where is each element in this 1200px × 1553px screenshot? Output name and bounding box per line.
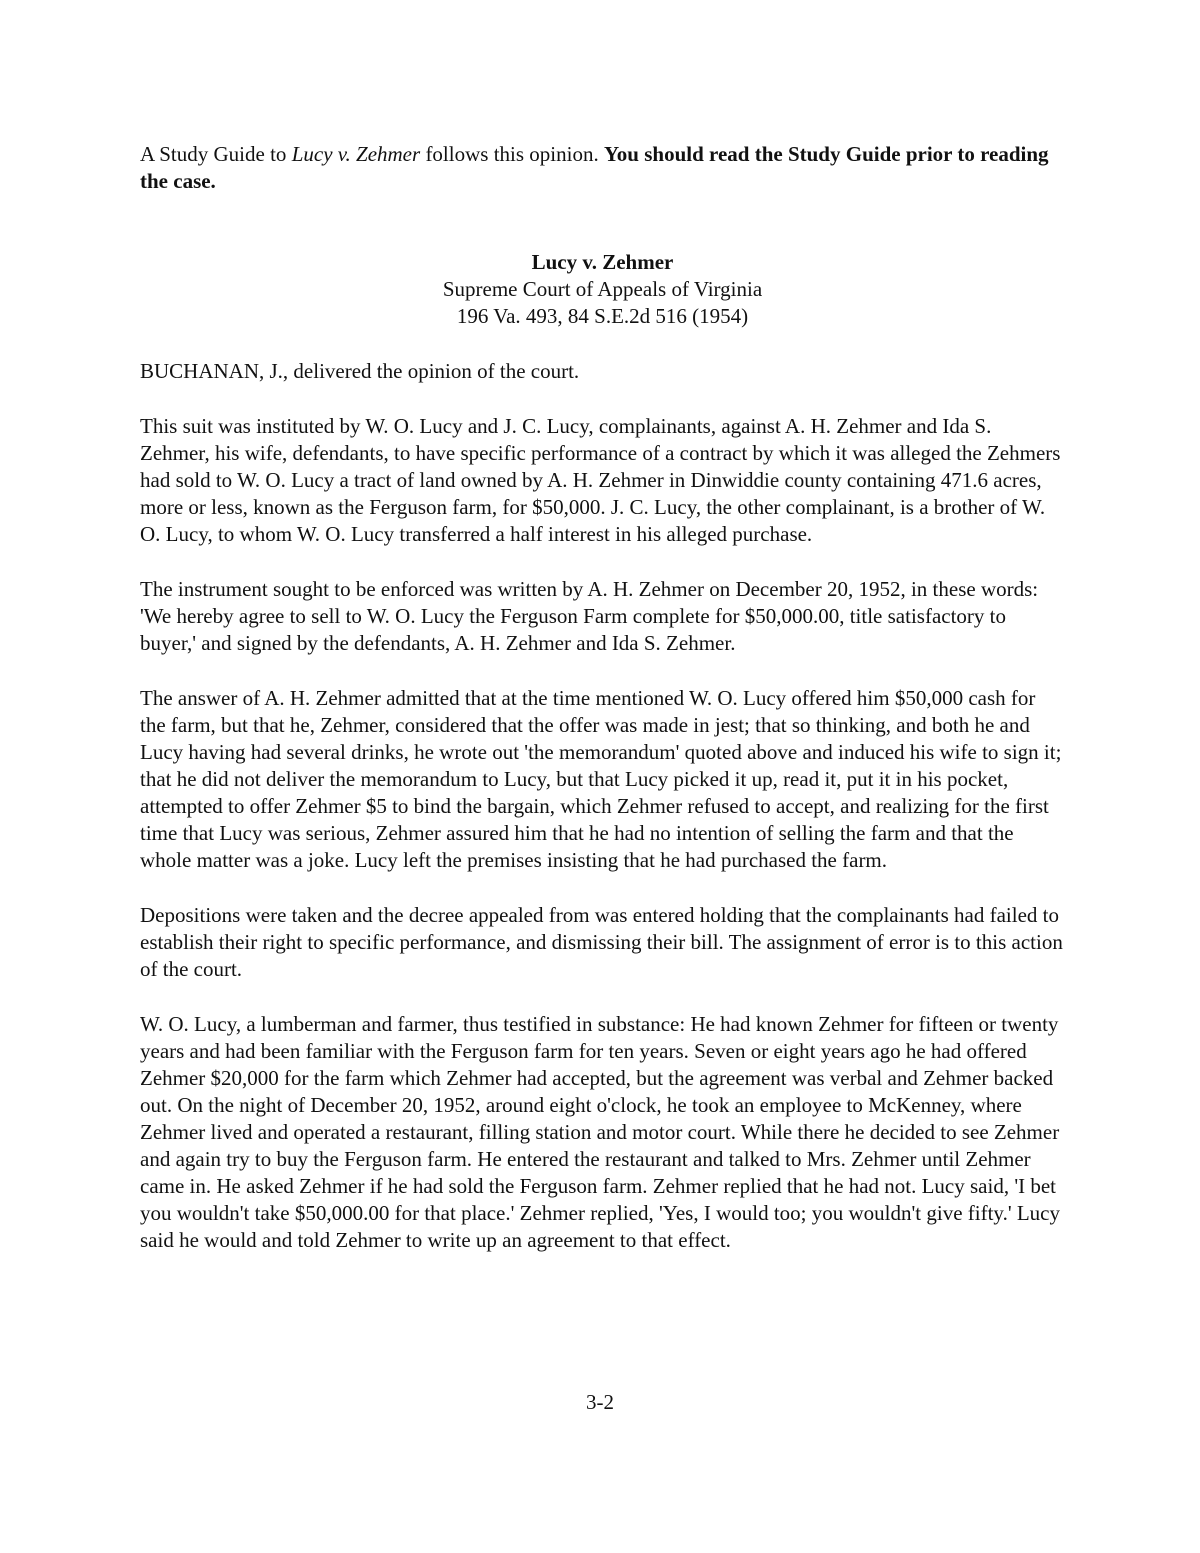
intro-text: A Study Guide to — [140, 142, 292, 166]
paragraph: The answer of A. H. Zehmer admitted that at the time mentioned W. O. Lucy offered him $50,000 cash for the farm, but that he, Zehmer, considered that the offer was made in jest; that so thinking, and both he and Lucy having had several drinks, he wrote out 'the memorandum' quoted above and induced his wife to sign it; that he did not deliver the memorandum to Lucy, but that Lucy picked it up, read it, put it in his pocket, attempted to offer Zehmer $5 to bind the bargain, which Zehmer refused to accept, and realizing for the first time that Lucy was serious, Zehmer assured him that he had no intention of selling the farm and that the whole matter was a joke. Lucy left the premises insisting that he had purchased the farm. — [140, 686, 1062, 872]
intro-case-name: Lucy v. Zehmer — [291, 142, 421, 166]
opinion-byline: BUCHANAN, J., delivered the opinion of the court. — [140, 359, 580, 383]
study-guide-note — [140, 141, 1065, 195]
case-title: Lucy v. Zehmer — [531, 250, 674, 274]
intro-instruction: You should read the Study Guide prior to reading the case. — [140, 142, 1049, 193]
page-number: 3-2 — [586, 1390, 614, 1414]
court-name: Supreme Court of Appeals of Virginia — [442, 277, 763, 301]
paragraph: This suit was instituted by W. O. Lucy and J. C. Lucy, complainants, against A. H. Zehmer and Ida S. Zehmer, his wife, defendants, to have specific performance of a contract by which it was alleged the Zehmers had sold to W. O. Lucy a tract of land owned by A. H. Zehmer in Dinwiddie county containing 471.6 acres, more or less, known as the Ferguson farm, for $50,000. J. C. Lucy, the other complainant, is a brother of W. O. Lucy, to whom W. O. Lucy transferred a half interest in his alleged purchase. — [140, 414, 1061, 546]
paragraph: W. O. Lucy, a lumberman and farmer, thus testified in substance: He had known Zehmer for fifteen or twenty years and had been familiar with the Ferguson farm for ten years. Seven or eight years ago he had offered Zehmer $20,000 for the farm which Zehmer had accepted, but the agreement was verbal and Zehmer backed out. On the night of December 20, 1952, around eight o'clock, he took an employee to McKenney, where Zehmer lived and operated a restaurant, filling station and motor court. While there he decided to see Zehmer and again try to buy the Ferguson farm. He entered the restaurant and talked to Mrs. Zehmer until Zehmer came in. He asked Zehmer if he had sold the Ferguson farm. Zehmer replied that he had not. Lucy said, 'I bet you wouldn't take $50,000.00 for that place.' Zehmer replied, 'Yes, I would too; you wouldn't give fifty.' Lucy said he would and told Zehmer to write up an agreement to that effect. — [140, 1012, 1061, 1252]
document-body — [140, 141, 1065, 1254]
case-citation: 196 Va. 493, 84 S.E.2d 516 (1954) — [456, 304, 749, 328]
paragraph: Depositions were taken and the decree appealed from was entered holding that the complainants had failed to establish their right to specific performance, and dismissing their bill. The assignment of error is to this action of the court. — [140, 903, 1063, 981]
paragraph: The instrument sought to be enforced was written by A. H. Zehmer on December 20, 1952, in these words: 'We hereby agree to sell to W. O. Lucy the Ferguson Farm complete for $50,000.00, title satisfactory to buyer,' and signed by the defendants, A. H. Zehmer and Ida S. Zehmer. — [140, 577, 1039, 655]
intro-text-after: follows this opinion. — [420, 142, 604, 166]
case-header — [140, 249, 1065, 330]
